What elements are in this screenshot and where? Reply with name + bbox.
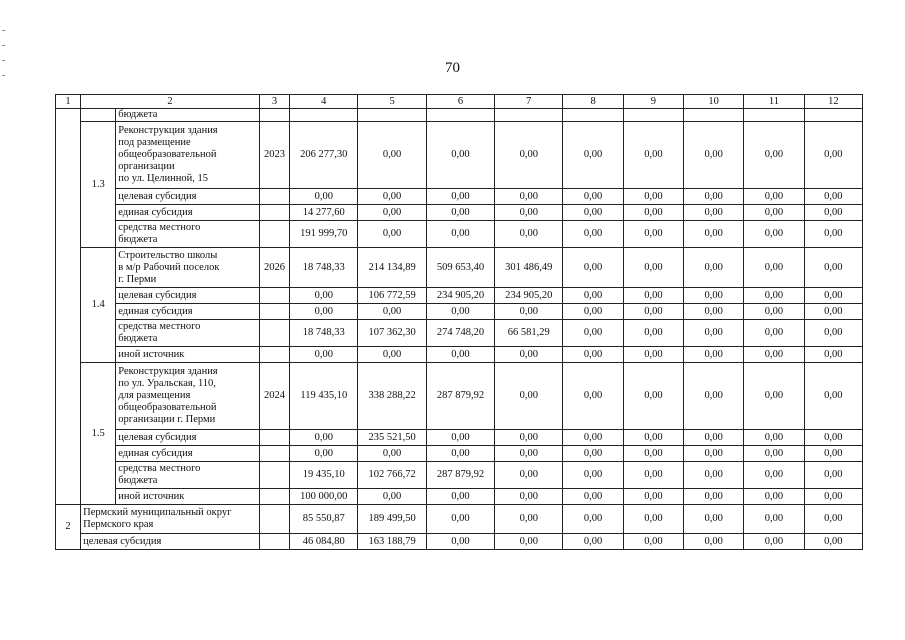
value-cell: 0,00 [563, 248, 623, 288]
row-name-cell: средства местного бюджета [116, 462, 260, 489]
value-cell: 0,00 [495, 505, 563, 534]
value-cell: 0,00 [426, 430, 494, 446]
value-cell: 0,00 [290, 304, 358, 320]
value-cell: 0,00 [495, 122, 563, 189]
value-cell: 0,00 [563, 446, 623, 462]
value-cell: 0,00 [495, 489, 563, 505]
row-name-cell: Пермский муниципальный округ Пермского края [81, 505, 260, 534]
value-cell: 0,00 [623, 221, 683, 248]
value-cell [623, 109, 683, 122]
header-cell: 2 [81, 95, 260, 109]
value-cell: 0,00 [623, 288, 683, 304]
row-name-cell: иной источник [116, 347, 260, 363]
value-cell: 0,00 [684, 446, 744, 462]
value-cell: 0,00 [744, 505, 804, 534]
value-cell: 0,00 [804, 189, 862, 205]
value-cell: 0,00 [744, 347, 804, 363]
table-row [56, 122, 863, 189]
row-name-cell: целевая субсидия [81, 534, 260, 550]
value-cell: 0,00 [684, 221, 744, 248]
value-cell: 0,00 [623, 320, 683, 347]
value-cell: 0,00 [290, 189, 358, 205]
header-cell: 6 [426, 95, 494, 109]
table-row [56, 205, 863, 221]
value-cell: 0,00 [804, 446, 862, 462]
table-row [56, 109, 863, 122]
value-cell: 0,00 [290, 446, 358, 462]
value-cell: 106 772,59 [358, 288, 426, 304]
value-cell: 14 277,60 [290, 205, 358, 221]
value-cell: 0,00 [684, 248, 744, 288]
value-cell: 301 486,49 [495, 248, 563, 288]
value-cell [426, 109, 494, 122]
value-cell: 0,00 [804, 489, 862, 505]
value-cell: 0,00 [744, 122, 804, 189]
section-number-cell: 2 [56, 505, 81, 550]
value-cell: 0,00 [426, 304, 494, 320]
value-cell: 0,00 [744, 288, 804, 304]
value-cell: 0,00 [804, 430, 862, 446]
value-cell: 0,00 [684, 189, 744, 205]
value-cell: 0,00 [684, 288, 744, 304]
value-cell: 0,00 [623, 122, 683, 189]
value-cell: 214 134,89 [358, 248, 426, 288]
value-cell: 0,00 [804, 363, 862, 430]
table-row [56, 489, 863, 505]
value-cell: 189 499,50 [358, 505, 426, 534]
table-row [56, 320, 863, 347]
value-cell: 119 435,10 [290, 363, 358, 430]
value-cell: 0,00 [684, 320, 744, 347]
value-cell: 0,00 [563, 288, 623, 304]
value-cell: 0,00 [563, 304, 623, 320]
value-cell: 0,00 [563, 122, 623, 189]
value-cell: 0,00 [623, 205, 683, 221]
value-cell: 0,00 [744, 534, 804, 550]
value-cell: 0,00 [623, 347, 683, 363]
year-cell [259, 205, 289, 221]
header-cell: 1 [56, 95, 81, 109]
value-cell [495, 109, 563, 122]
value-cell: 0,00 [684, 462, 744, 489]
value-cell: 287 879,92 [426, 363, 494, 430]
value-cell: 0,00 [623, 534, 683, 550]
value-cell: 100 000,00 [290, 489, 358, 505]
value-cell: 0,00 [563, 347, 623, 363]
year-cell: 2023 [259, 122, 289, 189]
section-number-cell [56, 109, 81, 505]
table-row [56, 534, 863, 550]
value-cell: 0,00 [358, 122, 426, 189]
value-cell: 0,00 [290, 430, 358, 446]
value-cell: 0,00 [744, 320, 804, 347]
value-cell: 287 879,92 [426, 462, 494, 489]
value-cell: 0,00 [495, 363, 563, 430]
value-cell: 0,00 [563, 534, 623, 550]
value-cell: 206 277,30 [290, 122, 358, 189]
value-cell: 0,00 [290, 288, 358, 304]
row-name-cell: единая субсидия [116, 205, 260, 221]
value-cell: 0,00 [358, 489, 426, 505]
value-cell: 0,00 [744, 248, 804, 288]
value-cell [358, 109, 426, 122]
year-cell [259, 221, 289, 248]
value-cell: 0,00 [744, 446, 804, 462]
value-cell: 0,00 [563, 363, 623, 430]
table-row [56, 363, 863, 430]
value-cell: 0,00 [426, 347, 494, 363]
year-cell [259, 489, 289, 505]
value-cell: 234 905,20 [426, 288, 494, 304]
value-cell [804, 109, 862, 122]
value-cell: 66 581,29 [495, 320, 563, 347]
value-cell: 0,00 [804, 221, 862, 248]
item-number-cell [81, 109, 116, 122]
year-cell [259, 189, 289, 205]
value-cell: 0,00 [426, 122, 494, 189]
value-cell: 0,00 [358, 189, 426, 205]
value-cell: 0,00 [684, 489, 744, 505]
value-cell: 0,00 [495, 205, 563, 221]
header-cell: 12 [804, 95, 862, 109]
value-cell: 0,00 [426, 189, 494, 205]
value-cell [744, 109, 804, 122]
value-cell: 234 905,20 [495, 288, 563, 304]
value-cell: 102 766,72 [358, 462, 426, 489]
table-row [56, 248, 863, 288]
value-cell: 18 748,33 [290, 320, 358, 347]
value-cell: 0,00 [358, 205, 426, 221]
value-cell: 0,00 [495, 462, 563, 489]
row-name-cell: иной источник [116, 489, 260, 505]
value-cell: 235 521,50 [358, 430, 426, 446]
header-cell: 7 [495, 95, 563, 109]
value-cell: 0,00 [426, 505, 494, 534]
value-cell: 0,00 [623, 304, 683, 320]
value-cell: 163 188,79 [358, 534, 426, 550]
value-cell: 0,00 [358, 347, 426, 363]
header-cell: 8 [563, 95, 623, 109]
year-cell [259, 505, 289, 534]
year-cell [259, 462, 289, 489]
row-name-cell: целевая субсидия [116, 430, 260, 446]
value-cell: 0,00 [426, 221, 494, 248]
value-cell: 0,00 [495, 221, 563, 248]
row-name-cell: средства местного бюджета [116, 320, 260, 347]
table-row [56, 462, 863, 489]
value-cell: 0,00 [495, 347, 563, 363]
table-row [56, 430, 863, 446]
year-cell: 2024 [259, 363, 289, 430]
value-cell: 0,00 [684, 363, 744, 430]
value-cell: 0,00 [744, 489, 804, 505]
value-cell: 0,00 [804, 122, 862, 189]
value-cell: 0,00 [358, 446, 426, 462]
value-cell: 274 748,20 [426, 320, 494, 347]
value-cell: 0,00 [623, 430, 683, 446]
value-cell: 107 362,30 [358, 320, 426, 347]
header-cell: 10 [684, 95, 744, 109]
value-cell: 0,00 [495, 446, 563, 462]
value-cell: 0,00 [804, 248, 862, 288]
table-row [56, 221, 863, 248]
row-name-cell: единая субсидия [116, 446, 260, 462]
value-cell: 0,00 [426, 446, 494, 462]
value-cell: 0,00 [804, 534, 862, 550]
value-cell: 0,00 [495, 430, 563, 446]
value-cell: 0,00 [684, 205, 744, 221]
row-name-cell: средства местного бюджета [116, 221, 260, 248]
value-cell: 0,00 [563, 320, 623, 347]
page-number: 70 [445, 60, 460, 76]
value-cell: 0,00 [744, 304, 804, 320]
value-cell [563, 109, 623, 122]
value-cell: 0,00 [563, 489, 623, 505]
header-cell: 5 [358, 95, 426, 109]
year-cell [259, 288, 289, 304]
value-cell: 0,00 [623, 489, 683, 505]
value-cell: 0,00 [804, 347, 862, 363]
value-cell: 0,00 [804, 288, 862, 304]
value-cell: 0,00 [684, 122, 744, 189]
value-cell: 0,00 [744, 189, 804, 205]
budget-table [55, 94, 863, 550]
value-cell: 0,00 [623, 248, 683, 288]
row-name-cell: целевая субсидия [116, 189, 260, 205]
value-cell: 0,00 [684, 347, 744, 363]
row-name-cell: Реконструкция здания под размещение общеобразовательной организации по ул. Целинной, 15 [116, 122, 260, 189]
item-number-cell: 1.4 [81, 248, 116, 363]
row-name-cell: бюджета [116, 109, 260, 122]
header-cell: 3 [259, 95, 289, 109]
year-cell [259, 320, 289, 347]
value-cell: 0,00 [744, 221, 804, 248]
value-cell: 0,00 [684, 304, 744, 320]
value-cell: 0,00 [623, 505, 683, 534]
value-cell: 509 653,40 [426, 248, 494, 288]
value-cell: 0,00 [744, 462, 804, 489]
value-cell: 0,00 [744, 205, 804, 221]
year-cell: 2026 [259, 248, 289, 288]
row-name-cell: единая субсидия [116, 304, 260, 320]
value-cell: 0,00 [426, 534, 494, 550]
row-name-cell: Реконструкция здания по ул. Уральская, 110, для размещения общеобразовательной организации г. Перми [116, 363, 260, 430]
value-cell: 0,00 [495, 304, 563, 320]
value-cell: 0,00 [426, 205, 494, 221]
value-cell: 0,00 [804, 304, 862, 320]
year-cell [259, 430, 289, 446]
value-cell: 338 288,22 [358, 363, 426, 430]
value-cell: 19 435,10 [290, 462, 358, 489]
table-row [56, 189, 863, 205]
table-row [56, 446, 863, 462]
value-cell: 0,00 [426, 489, 494, 505]
value-cell: 18 748,33 [290, 248, 358, 288]
header-cell: 11 [744, 95, 804, 109]
year-cell [259, 109, 289, 122]
value-cell: 0,00 [563, 221, 623, 248]
value-cell: 46 084,80 [290, 534, 358, 550]
item-number-cell: 1.5 [81, 363, 116, 505]
table-row [56, 304, 863, 320]
value-cell: 0,00 [623, 189, 683, 205]
value-cell: 191 999,70 [290, 221, 358, 248]
year-cell [259, 347, 289, 363]
value-cell: 0,00 [744, 363, 804, 430]
value-cell: 0,00 [563, 205, 623, 221]
table-row [56, 347, 863, 363]
year-cell [259, 534, 289, 550]
value-cell: 0,00 [684, 534, 744, 550]
value-cell: 0,00 [495, 189, 563, 205]
value-cell: 0,00 [563, 462, 623, 489]
row-name-cell: Строительство школы в м/р Рабочий поселок г. Перми [116, 248, 260, 288]
value-cell: 0,00 [623, 446, 683, 462]
header-row [56, 95, 863, 109]
year-cell [259, 446, 289, 462]
item-number-cell: 1.3 [81, 122, 116, 248]
value-cell [290, 109, 358, 122]
table-row [56, 505, 863, 534]
value-cell: 85 550,87 [290, 505, 358, 534]
value-cell: 0,00 [804, 320, 862, 347]
value-cell: 0,00 [684, 505, 744, 534]
value-cell: 0,00 [358, 304, 426, 320]
header-cell: 4 [290, 95, 358, 109]
value-cell: 0,00 [495, 534, 563, 550]
value-cell: 0,00 [623, 462, 683, 489]
table-row [56, 288, 863, 304]
value-cell: 0,00 [684, 430, 744, 446]
value-cell: 0,00 [358, 221, 426, 248]
year-cell [259, 304, 289, 320]
value-cell: 0,00 [744, 430, 804, 446]
value-cell: 0,00 [563, 189, 623, 205]
value-cell: 0,00 [290, 347, 358, 363]
value-cell: 0,00 [804, 205, 862, 221]
value-cell: 0,00 [804, 462, 862, 489]
value-cell: 0,00 [804, 505, 862, 534]
value-cell: 0,00 [563, 430, 623, 446]
header-cell: 9 [623, 95, 683, 109]
value-cell: 0,00 [563, 505, 623, 534]
row-name-cell: целевая субсидия [116, 288, 260, 304]
value-cell: 0,00 [623, 363, 683, 430]
value-cell [684, 109, 744, 122]
